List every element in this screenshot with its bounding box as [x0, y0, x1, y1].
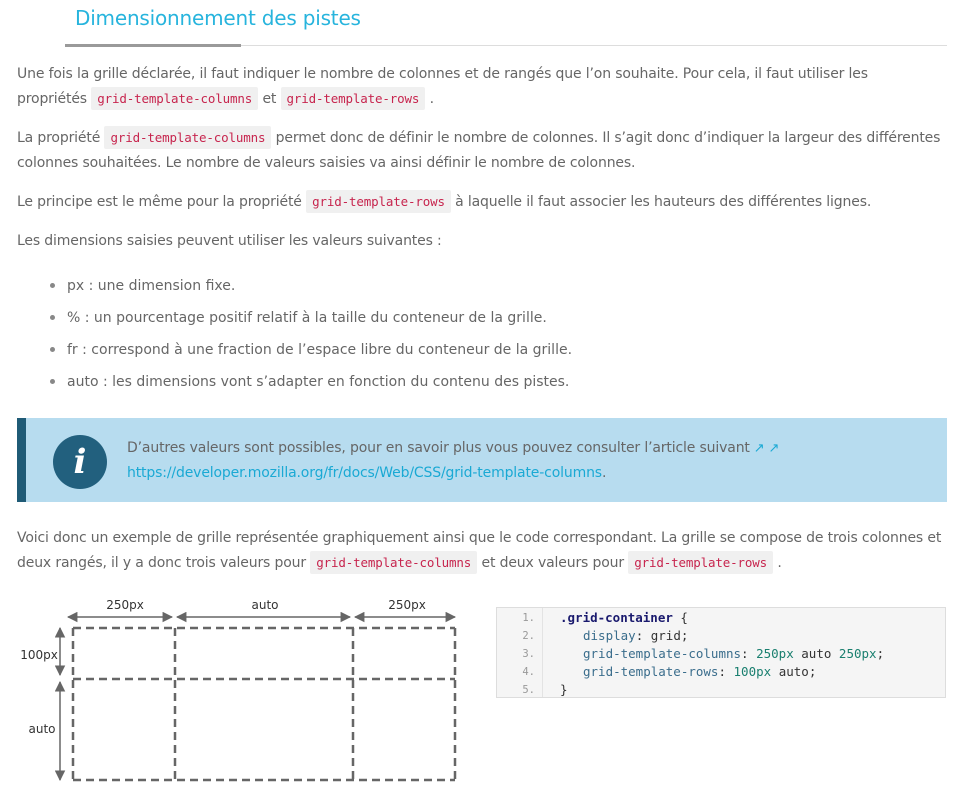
brace: { — [672, 610, 688, 625]
info-note — [17, 418, 947, 502]
paragraph-text: Voici donc un exemple de grille représentée graphiquement ainsi que le code correspondant. La grille se compose de trois colonnes et deux rangés, il y a donc trois valeurs pour — [17, 530, 942, 571]
list-item — [50, 371, 572, 403]
paragraph-text: Les dimensions saisies peuvent utiliser les valeurs suivantes : — [17, 233, 442, 249]
css-value: 250px — [756, 646, 794, 661]
external-link-icon[interactable]: ↗︎ — [753, 441, 765, 456]
paragraph-example — [17, 526, 942, 575]
paragraph-text: permet donc de définir le nombre de colonnes. Il s’agit donc d’indiquer la largeur des différentes colonnes souhaitées. Le nombre de valeurs saisies va ainsi définir le nombre de colonnes. — [17, 130, 941, 171]
grid-diagram — [15, 592, 465, 792]
column-label: 250px — [106, 598, 144, 612]
inline-code: grid-template-columns — [310, 551, 477, 574]
row-label: auto — [28, 722, 56, 736]
css-property: grid-template-columns — [583, 646, 742, 661]
paragraph-text: . — [773, 554, 782, 571]
note-suffix: . — [601, 465, 607, 481]
line-number: 2. — [522, 630, 535, 642]
css-property: grid-template-rows — [583, 664, 719, 679]
brace: } — [560, 682, 568, 697]
inline-code: grid-template-rows — [281, 87, 426, 110]
line-number: 5. — [522, 684, 535, 696]
paragraph-intro — [17, 62, 942, 111]
title-divider-accent — [65, 44, 241, 47]
inline-code: grid-template-rows — [306, 190, 451, 213]
paragraph-text: et — [258, 90, 281, 107]
row-label: 100px — [20, 648, 58, 662]
css-property: display — [583, 628, 636, 643]
code-block: 1. .grid-container { 2. display: grid; 3. grid-template-columns: 250px auto 250px; 4. grid-template-rows: 100px auto; 5. } — [496, 607, 946, 698]
bullet — [50, 347, 55, 352]
css-value: 250px — [838, 646, 877, 661]
inline-code: grid-template-rows — [628, 551, 773, 574]
column-label: auto — [251, 598, 279, 612]
css-value: auto — [778, 664, 809, 679]
line-number: 3. — [522, 648, 535, 660]
bullet — [50, 283, 55, 288]
css-value: grid — [650, 628, 681, 643]
list-item-text: fr : correspond à une fraction de l’espace libre du conteneur de la grille. — [67, 342, 573, 358]
paragraph-text: Le principe est le même pour la propriété — [17, 194, 307, 210]
note-message: D’autres valeurs sont possibles, pour en savoir plus vous pouvez consulter l’article suivant — [127, 440, 750, 456]
external-link-icon[interactable]: ↗︎ — [768, 441, 780, 456]
paragraph-text: La propriété — [17, 130, 105, 146]
paragraph-rows — [17, 190, 942, 215]
inline-code: grid-template-columns — [104, 126, 271, 149]
mdn-link[interactable]: https://developer.mozilla.org/fr/docs/Web/CSS/grid-template-columns — [127, 465, 602, 481]
grid-lines — [73, 628, 455, 780]
bullet — [50, 315, 55, 320]
values-list — [50, 275, 572, 403]
list-item-text: px : une dimension fixe. — [67, 278, 236, 294]
paragraph-text: . — [425, 90, 434, 107]
inline-code: grid-template-columns — [91, 87, 258, 110]
line-number: 4. — [522, 666, 535, 678]
list-item-text: auto : les dimensions vont s’adapter en fonction du contenu des pistes. — [67, 374, 570, 390]
paragraph-columns — [17, 126, 942, 175]
paragraph-values — [17, 229, 942, 254]
note-text — [127, 436, 927, 486]
list-item — [50, 339, 572, 371]
bullet — [50, 379, 55, 384]
list-item — [50, 275, 572, 307]
paragraph-text: à laquelle il faut associer les hauteurs des différentes lignes. — [450, 194, 872, 210]
list-item-text: % : un pourcentage positif relatif à la taille du conteneur de la grille. — [67, 310, 547, 326]
list-item — [50, 307, 572, 339]
section-title: Dimensionnement des pistes — [75, 6, 361, 30]
css-value: 100px — [733, 664, 772, 679]
column-label: 250px — [388, 598, 426, 612]
paragraph-text: et deux valeurs pour — [477, 554, 629, 571]
info-icon: i — [53, 435, 107, 489]
paragraph-text: Une fois la grille déclarée, il faut indiquer le nombre de colonnes et de rangés que l’on souhaite. Pour cela, il faut utiliser les propriétés — [17, 66, 868, 107]
line-number: 1. — [522, 612, 535, 624]
css-value: auto — [801, 646, 832, 661]
css-selector: .grid-container — [560, 610, 673, 625]
